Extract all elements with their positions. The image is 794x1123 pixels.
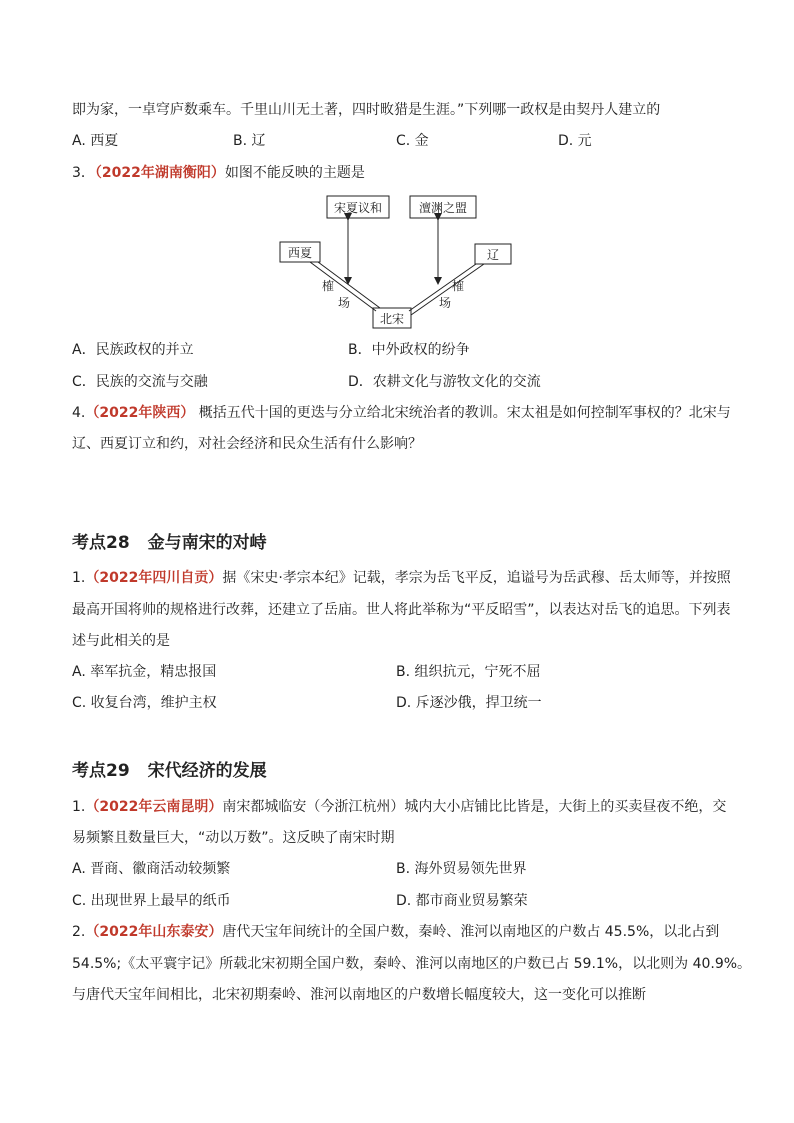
question-number: 3． (72, 165, 95, 181)
option-d: D. 元 (558, 133, 592, 149)
option-c: C. 收复台湾，维护主权 (72, 695, 217, 711)
question-text: 如图不能反映的主题是 (224, 165, 365, 181)
section-label: 考点28 (72, 533, 130, 553)
s29-question-2-line3: 与唐代天宝年间相比，北宋初期秦岭、淮河以南地区的户数增长幅度较大，这一变化可以推断 (72, 987, 646, 1003)
option-a: A．民族政权的并立 (72, 342, 194, 358)
question-source: （2022年陕西） (85, 405, 195, 421)
label-right-que: 榷 (452, 279, 465, 293)
s28-question-1-line3: 述与此相关的是 (72, 633, 170, 649)
option-a: A. 西夏 (72, 133, 119, 149)
question-source: （2022年云南昆明） (85, 799, 223, 815)
option-d: D．农耕文化与游牧文化的交流 (348, 374, 541, 390)
question-number: 1. (72, 799, 86, 815)
section-heading-28 (72, 531, 267, 555)
question-number: 4. (72, 405, 86, 421)
question-4-stem (72, 403, 732, 423)
s29-question-2-line2: 54.5%;《太平寰宇记》所载北宋初期全国户数，秦岭、淮河以南地区的户数已占 59.1%，以北则为 40.9%。 (72, 956, 752, 972)
option-c: C．民族的交流与交融 (72, 374, 208, 390)
s29-question-1-line2: 易频繁且数量巨大，“动以万数”。这反映了南宋时期 (72, 830, 395, 846)
s29-question-1-stem (72, 797, 732, 817)
option-a: A. 率军抗金，精忠报国 (72, 664, 217, 680)
s29-question-2-stem (72, 922, 732, 942)
question-text: 唐代天宝年间统计的全国户数，秦岭、淮河以南地区的户数占 45.5%，以北占到 (222, 924, 720, 940)
option-b: B．中外政权的纷争 (348, 342, 470, 358)
option-b: B. 辽 (233, 133, 266, 149)
question-number: 1. (72, 570, 86, 586)
song-relations-diagram (270, 190, 520, 330)
s28-question-1-stem (72, 568, 732, 588)
question-3-stem (72, 163, 732, 183)
option-b: B. 海外贸易领先世界 (396, 861, 527, 877)
question-source: （2022年湖南衡阳） (94, 165, 225, 181)
option-d: D. 都市商业贸易繁荣 (396, 893, 528, 909)
question-4-stem-line2: 辽、西夏订立和约，对社会经济和民众生活有什么影响？ (72, 436, 422, 452)
label-chanyuan-treaty: 澶渊之盟 (418, 201, 468, 215)
option-d: D. 斥逐沙俄，捍卫统一 (396, 695, 542, 711)
question-text: 南宋都城临安（今浙江杭州）城内大小店铺比比皆是，大街上的买卖昼夜不绝，交 (222, 799, 727, 815)
option-b: B. 组织抗元，宁死不屈 (396, 664, 541, 680)
question-number: 2. (72, 924, 86, 940)
question-source: （2022年山东泰安） (85, 924, 223, 940)
option-c: C. 金 (396, 133, 429, 149)
label-liao: 辽 (486, 248, 500, 262)
question-source: （2022年四川自贡） (85, 570, 223, 586)
section-label: 考点29 (72, 761, 130, 781)
section-title: 金与南宋的对峙 (147, 533, 267, 553)
question-text: 据《宋史·孝宗本纪》记载，孝宗为岳飞平反，追谥号为岳武穆、岳太师等，并按照 (222, 570, 731, 586)
label-song-xia-peace: 宋夏议和 (333, 201, 383, 215)
label-northern-song: 北宋 (379, 312, 405, 326)
option-c: C. 出现世界上最早的纸币 (72, 893, 231, 909)
question-stem-continued: 即为家，一卓穹庐数乘车。千里山川无土著，四时畋猎是生涯。”下列哪一政权是由契丹人建立的 (72, 102, 661, 118)
option-a: A. 晋商、徽商活动较频繁 (72, 861, 231, 877)
label-left-chang: 场 (338, 296, 351, 310)
label-left-que: 榷 (322, 279, 335, 293)
question-text: 概括五代十国的更迭与分立给北宋统治者的教训。宋太祖是如何控制军事权的？北宋与 (194, 405, 731, 421)
s28-question-1-line2: 最高开国将帅的规格进行改葬，还建立了岳庙。世人将此举称为“平反昭雪”，以表达对岳飞的追思。下列表 (72, 602, 731, 618)
section-title: 宋代经济的发展 (147, 761, 267, 781)
label-right-chang: 场 (439, 296, 452, 310)
section-heading-29 (72, 759, 267, 783)
label-western-xia: 西夏 (287, 246, 313, 260)
